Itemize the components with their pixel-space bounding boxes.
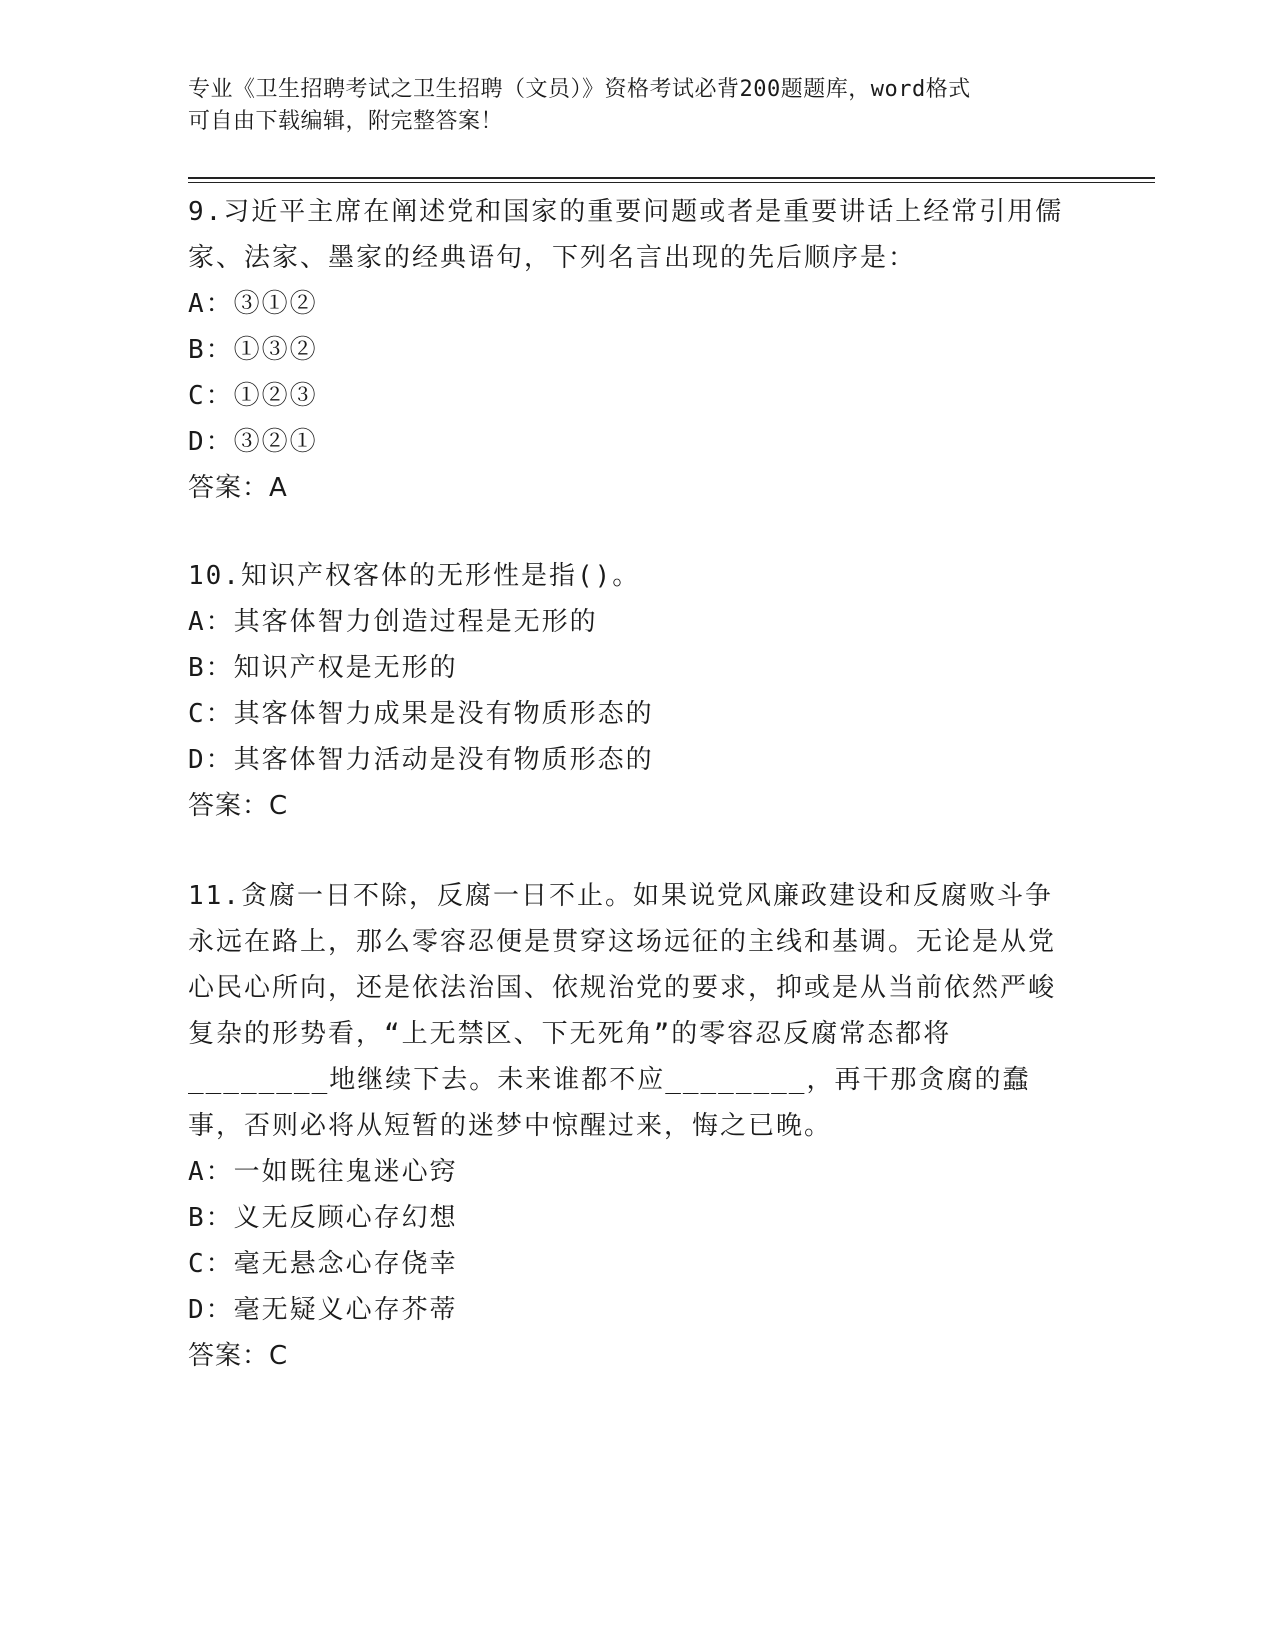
answer-line: 答案：A <box>188 473 288 503</box>
option-a: A：其客体智力创造过程是无形的 <box>188 607 598 637</box>
header-divider-thick <box>188 177 1155 179</box>
question-11 <box>188 873 1078 1379</box>
header-line-2: 可自由下载编辑，附完整答案！ <box>188 109 504 134</box>
option-c: C：毫无悬念心存侥幸 <box>188 1249 458 1279</box>
question-stem: 9.习近平主席在阐述党和国家的重要问题或者是重要讲话上经常引用儒家、法家、墨家的经典语句，下列名言出现的先后顺序是： <box>188 197 1064 273</box>
answer-line: 答案：C <box>188 1341 289 1371</box>
option-d: D：其客体智力活动是没有物质形态的 <box>188 745 654 775</box>
answer-line: 答案：C <box>188 791 289 821</box>
question-10 <box>188 553 1078 829</box>
option-d: D：毫无疑义心存芥蒂 <box>188 1295 458 1325</box>
option-d: D：③②① <box>188 427 318 457</box>
question-stem: 10.知识产权客体的无形性是指()。 <box>188 561 641 591</box>
question-stem: 11.贪腐一日不除，反腐一日不止。如果说党风廉政建设和反腐败斗争永远在路上，那么零容忍便是贯穿这场远征的主线和基调。无论是从党心民心所向，还是依法治国、依规治党的要求，抑或是从当前依然严峻复杂的形势看，“上无禁区、下无死角”的零容忍反腐常态都将________地继续下去。未来谁都不应________，再干那贪腐的蠢事，否则必将从短暂的迷梦中惊醒过来，悔之已晚。 <box>188 881 1057 1141</box>
header-divider-thin <box>188 182 1155 183</box>
option-b: B：义无反顾心存幻想 <box>188 1203 458 1233</box>
option-a: A：③①② <box>188 289 318 319</box>
question-9 <box>188 189 1078 511</box>
header-line-1: 专业《卫生招聘考试之卫生招聘（文员）》资格考试必背200题题库，word格式 <box>188 77 971 102</box>
option-b: B：①③② <box>188 335 318 365</box>
option-c: C：其客体智力成果是没有物质形态的 <box>188 699 654 729</box>
option-a: A：一如既往鬼迷心窍 <box>188 1157 458 1187</box>
document-header <box>188 74 1078 138</box>
option-c: C：①②③ <box>188 381 318 411</box>
option-b: B：知识产权是无形的 <box>188 653 458 683</box>
